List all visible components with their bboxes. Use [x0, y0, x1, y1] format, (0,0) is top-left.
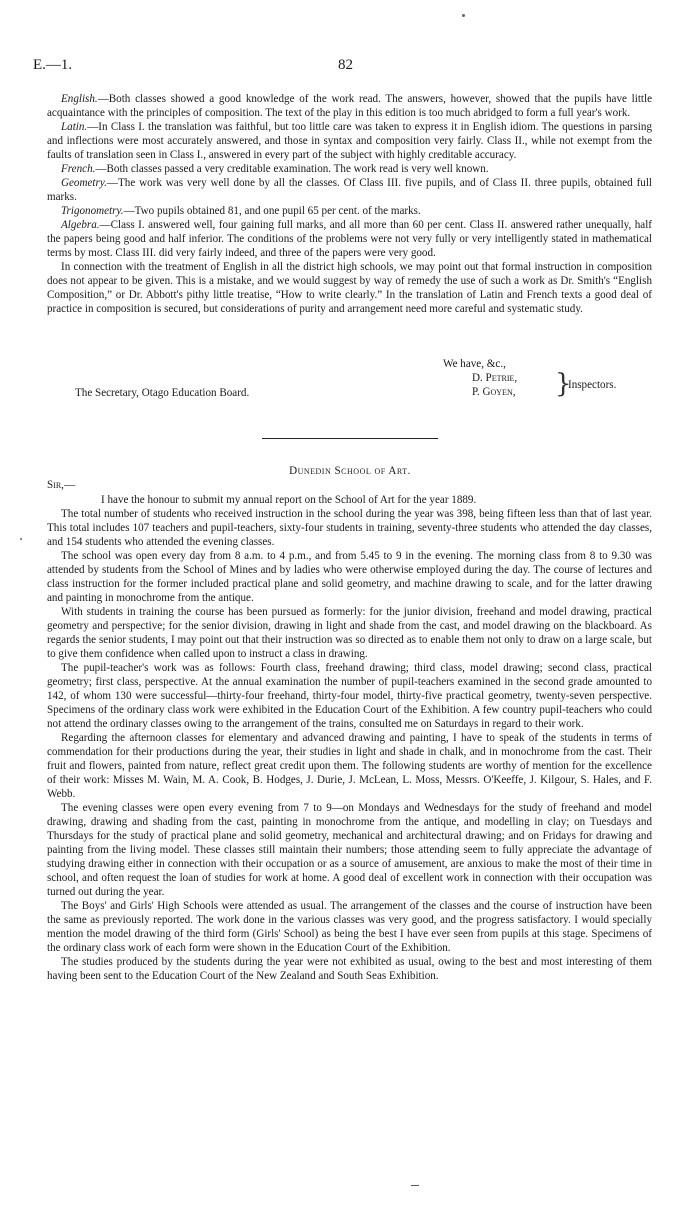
page-header: [33, 57, 660, 77]
school-of-art-report: [47, 493, 652, 983]
paragraph-english: [47, 92, 652, 120]
salutation: Sir,—: [47, 479, 76, 491]
paragraph: I have the honour to submit my annual report on the School of Art for the year 1889.: [101, 494, 477, 506]
paragraph: Regarding the afternoon classes for elementary and advanced drawing and painting, I have to speak of the students in terms of commendation for their productions during the year, their studies in light and shade in chalk, and in monochrome from the cast. Their fruit and flowers, painted from nature, reflect great credit upon them. The following students are worthy of mention for the excellence of their work: Misses M. Wain, M. A. Cook, B. Hodges, J. Durie, J. McLean, L. Moss, Messrs. O'Keeffe, J. Kilgour, S. Hales, and F. Webb.: [47, 732, 652, 800]
paragraph-text: —In Class I. the translation was faithful, but too little care was taken to express it in English idiom. The questions in parsing and inflections were most accurately answered, and those in syntax and composition very fairly. Class II., while not exempt from the faults of translation seen in Class I., answered in every part of the subject with highly creditable accuracy.: [47, 121, 652, 161]
signatory-title: Inspectors.: [568, 379, 617, 391]
section-divider: [262, 438, 438, 439]
paragraph: The studies produced by the students during the year were not exhibited as usual, owing to the best and most interesting of them having been sent to the Education Court of the New Zealand and South Seas Exhibition.: [47, 956, 652, 982]
paragraph-latin: [47, 120, 652, 162]
addressee: The Secretary, Otago Education Board.: [75, 387, 250, 399]
document-code: E.—1.: [33, 57, 73, 73]
paragraph-text: In connection with the treatment of English in all the district high schools, we may point out that formal instruction in composition does not appear to be given. This is a mistake, and we would suggest by way of remedy the use of such a work as Dr. Smith's “English Composition,” or Dr. Abbott's pithy little treatise, “How to write clearly.” In the translation of Latin and French texts a good deal of practice in composition is secured, but considerations of purity and arrangement need more careful and systematic study.: [47, 261, 652, 315]
page-number: 82: [338, 57, 353, 73]
paragraph-algebra: [47, 218, 652, 260]
subject-label: English.: [61, 93, 98, 105]
paragraph-text: —Both classes showed a good knowledge of the work read. The answers, however, showed that the pupils have little acquaintance with the principles of composition. The text of the play in this edition is too much abridged to form a full year's work.: [47, 93, 652, 119]
paragraph-text: —The work was very well done by all the classes. Of Class III. five pupils, and of Class II. three pupils, obtained full marks.: [47, 177, 652, 203]
print-dash: [411, 1185, 419, 1186]
print-speck: [462, 14, 465, 17]
print-speck: [20, 538, 22, 540]
paragraph: The evening classes were open every evening from 7 to 9—on Mondays and Wednesdays for the study of freehand and model drawing, drawing and shading from the cast, painting in monochrome from the antique, and modelling in clay; on Tuesdays and Thursdays for the study of practical plane and solid geometry, mechanical and architectural drawing; and on Fridays for drawing and painting from the living model. These classes still maintain their numbers; those attending seem to fully appreciate the advantage of studying drawing either in connection with their occupation or as a source of amusement, are anxious to make the most of their time in school, and often request the loan of studies for work at home. A good deal of excellent work in connection with their occupation was turned out during the year.: [47, 802, 652, 898]
subject-label: Algebra.: [61, 219, 100, 231]
paragraph-trigonometry: [47, 204, 652, 218]
subject-label: Latin.: [61, 121, 88, 133]
subject-label: Trigonometry.: [61, 205, 124, 217]
signatory-name: D. Petrie,: [472, 372, 518, 384]
paragraph-french: [47, 162, 652, 176]
signatory-name: P. Goyen,: [472, 386, 516, 398]
signatory-names: [472, 371, 517, 399]
paragraph: The total number of students who received instruction in the school during the year was 398, being fifteen less than that of last year. This total includes 107 teachers and pupil-teachers, sixty-four students in training, seventy-three students who attended the day classes, and 154 students who attended the evening classes.: [47, 508, 652, 548]
closing-phrase: We have, &c.,: [443, 358, 506, 370]
paragraph-geometry: [47, 176, 652, 204]
paragraph: The school was open every day from 8 a.m. to 4 p.m., and from 5.45 to 9 in the evening. The morning class from 8 to 9.30 was attended by students from the School of Mines and by ladies who were otherwise employed during the day. The course of lectures and class instruction for the former included practical plane and solid geometry, and machine drawing to scale, and for the latter drawing and painting in monochrome from the antique.: [47, 550, 652, 604]
subject-label: French.: [61, 163, 96, 175]
paragraph-text: —Two pupils obtained 81, and one pupil 65 per cent. of the marks.: [123, 205, 421, 217]
inspectors-report-section: [47, 92, 652, 316]
paragraph: The pupil-teacher's work was as follows: Fourth class, freehand drawing; third class, model drawing; second class, practical geometry; first class, perspective. At the annual examination the number of pupil-teachers examined in the second grade amounted to 142, of whom 130 were successful—thirty-four freehand, thirty-four model, thirty-five practical geometry, twenty-seven perspective. Specimens of the ordinary class work were exhibited in the Education Court of the Exhibition. A few country pupil-teachers who could not attend the ordinary classes owing to the arrangement of the trains, consulted me on Saturdays in regard to their work.: [47, 662, 652, 730]
brace-glyph: }: [555, 369, 572, 399]
paragraph-text: —Both classes passed a very creditable examination. The work read is very well known.: [95, 163, 489, 175]
section-title: Dunedin School of Art.: [289, 465, 411, 477]
paragraph-text: —Class I. answered well, four gaining full marks, and all more than 60 per cent. Class II. answered rather unequally, half the papers being good and half inferior. The conditions of the problems were not very fully or very intelligently stated in mathematical terms by most. Class III. did very fairly indeed, and three of the papers were very good.: [47, 219, 652, 259]
paragraph: The Boys' and Girls' High Schools were attended as usual. The arrangement of the classes and the course of instruction have been the same as previously reported. The work done in the various classes was very good, and the progress satisfactory. I would specially mention the model drawing of the third form (Girls' School) as being the best I have ever seen from pupils at this stage. Specimens of the ordinary class work of each form were shown in the Education Court of the Exhibition.: [47, 900, 652, 954]
subject-label: Geometry.: [61, 177, 107, 189]
paragraph: With students in training the course has been pursued as formerly: for the junior division, freehand and model drawing, practical geometry and perspective; for the senior division, drawing in light and shade from the cast, and model drawing on the blackboard. As regards the senior students, I may point out that their instruction was so directed as to enable them not only to draw on a large scale, but to give them confidence when called upon to instruct a class in drawing.: [47, 606, 652, 660]
paragraph-english-composition: [47, 260, 652, 316]
